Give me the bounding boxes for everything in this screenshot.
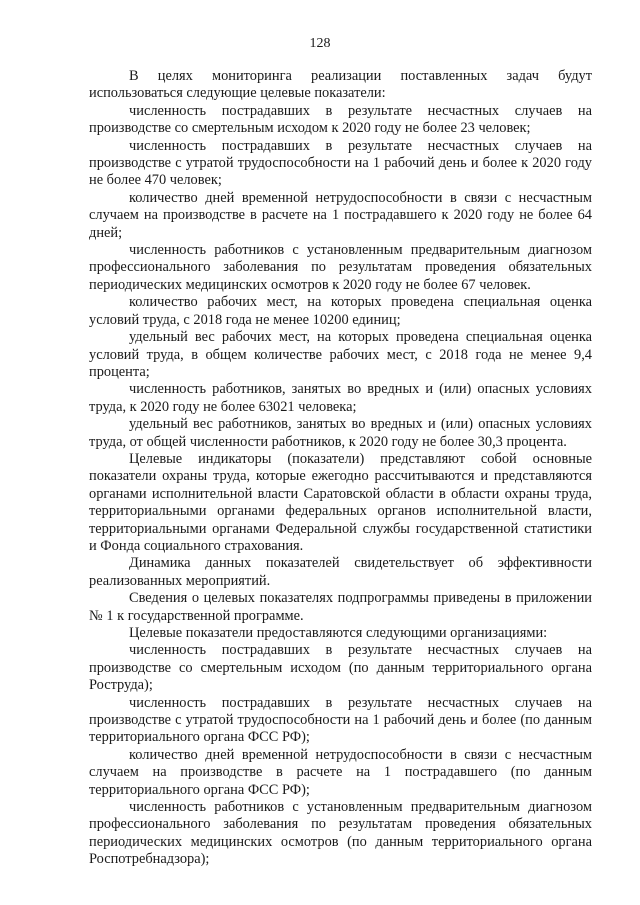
- paragraph: Целевые индикаторы (показатели) представляют собой основные показатели охраны труда, которые ежегодно рассчитываются и представляются органами исполнительной власти Саратовской области в области охраны труда, территориальными органами федеральных органов исполнительной власти, территориальными органами Федеральной службы государственной статистики и Фонда социального страхования.: [89, 450, 592, 554]
- paragraph: Динамика данных показателей свидетельствует об эффективности реализованных мероприятий.: [89, 555, 592, 589]
- paragraph: количество дней временной нетрудоспособности в связи с несчастным случаем на производстве в расчете на 1 пострадавшего (по данным территориального органа ФСС РФ);: [89, 746, 592, 798]
- paragraph: Сведения о целевых показателях подпрограммы приведены в приложении № 1 к государственной программе.: [89, 590, 592, 624]
- paragraph: В целях мониторинга реализации поставленных задач будут использоваться следующие целевые показатели:: [89, 68, 592, 102]
- paragraph: удельный вес рабочих мест, на которых проведена специальная оценка условий труда, в общем количестве рабочих мест, с 2018 года не менее 9,4 процента;: [89, 329, 592, 380]
- paragraph: численность работников с установленным предварительным диагнозом профессионального заболевания по результатам проведения обязательных периодических медицинских осмотров к 2020 году не более 67 человек.: [89, 242, 592, 293]
- paragraph: удельный вес работников, занятых во вредных и (или) опасных условиях труда, от общей численности работников, к 2020 году не более 30,3 процента.: [89, 416, 592, 450]
- paragraph: численность пострадавших в результате несчастных случаев на производстве со смертельным исходом к 2020 году не более 23 человек;: [89, 102, 592, 137]
- document-body: [89, 68, 592, 869]
- paragraph: численность пострадавших в результате несчастных случаев на производстве с утратой трудоспособности на 1 рабочий день и более к 2020 году не более 470 человек;: [89, 137, 592, 189]
- paragraph: Целевые показатели предоставляются следующими организациями:: [129, 625, 548, 641]
- paragraph: численность пострадавших в результате несчастных случаев на производстве со смертельным исходом (по данным территориального органа Роструда);: [89, 642, 592, 694]
- paragraph: количество дней временной нетрудоспособности в связи с несчастным случаем на производстве в расчете на 1 пострадавшего к 2020 году не более 64 дней;: [89, 189, 592, 241]
- paragraph: численность пострадавших в результате несчастных случаев на производстве с утратой трудоспособности на 1 рабочий день и более (по данным территориального органа ФСС РФ);: [89, 694, 592, 746]
- paragraph: количество рабочих мест, на которых проведена специальная оценка условий труда, с 2018 года не менее 10200 единиц;: [89, 294, 592, 328]
- paragraph: численность работников с установленным предварительным диагнозом профессионального заболевания по результатам проведения обязательных периодических медицинских осмотров (по данным территориального органа Роспотребнадзора);: [89, 799, 592, 868]
- page-number: 128: [309, 36, 331, 51]
- paragraph: численность работников, занятых во вредных и (или) опасных условиях труда, к 2020 году не более 63021 человека;: [89, 381, 592, 415]
